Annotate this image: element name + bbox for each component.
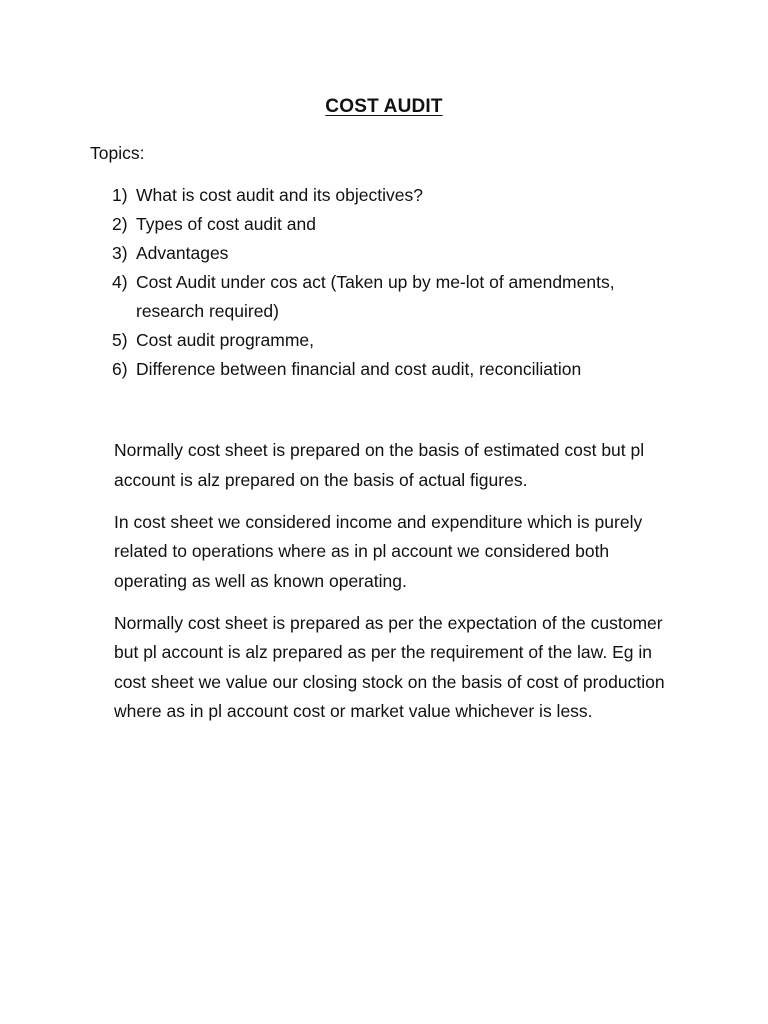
topic-item (112, 210, 672, 239)
topic-text: Difference between financial and cost audit, reconciliation (136, 359, 582, 379)
topic-number: 2) (112, 214, 128, 234)
topic-number: 5) (112, 330, 128, 350)
topic-text: Advantages (136, 243, 229, 263)
paragraph: In cost sheet we considered income and expenditure which is purely related to operations where as in pl account we considered both operating as well as known operating. (114, 511, 643, 591)
topic-number: 4) (112, 272, 128, 292)
topic-text: Types of cost audit and (136, 214, 316, 234)
topics-label: Topics: (90, 143, 145, 163)
topic-number: 3) (112, 243, 128, 263)
paragraph: Normally cost sheet is prepared on the basis of estimated cost but pl account is alz prepared on the basis of actual figures. (114, 440, 645, 490)
topic-text: Cost Audit under cos act (Taken up by me-lot of amendments, research required) (136, 272, 615, 321)
topic-item (112, 239, 672, 268)
topic-item (112, 326, 672, 355)
topic-item (112, 268, 672, 326)
topic-item (112, 355, 672, 384)
topic-list (112, 181, 672, 384)
topic-number: 1) (112, 185, 128, 205)
document-title: COST AUDIT (325, 96, 443, 117)
topic-item (112, 181, 672, 210)
topic-text: Cost audit programme, (136, 330, 314, 350)
topic-number: 6) (112, 359, 128, 379)
paragraph: Normally cost sheet is prepared as per the expectation of the customer but pl account is alz prepared as per the requirement of the law. Eg in cost sheet we value our closing stock on the basis of cost of production where as in pl account cost or market value whichever is less. (114, 612, 665, 721)
body-text (114, 436, 686, 739)
topic-text: What is cost audit and its objectives? (136, 185, 423, 205)
